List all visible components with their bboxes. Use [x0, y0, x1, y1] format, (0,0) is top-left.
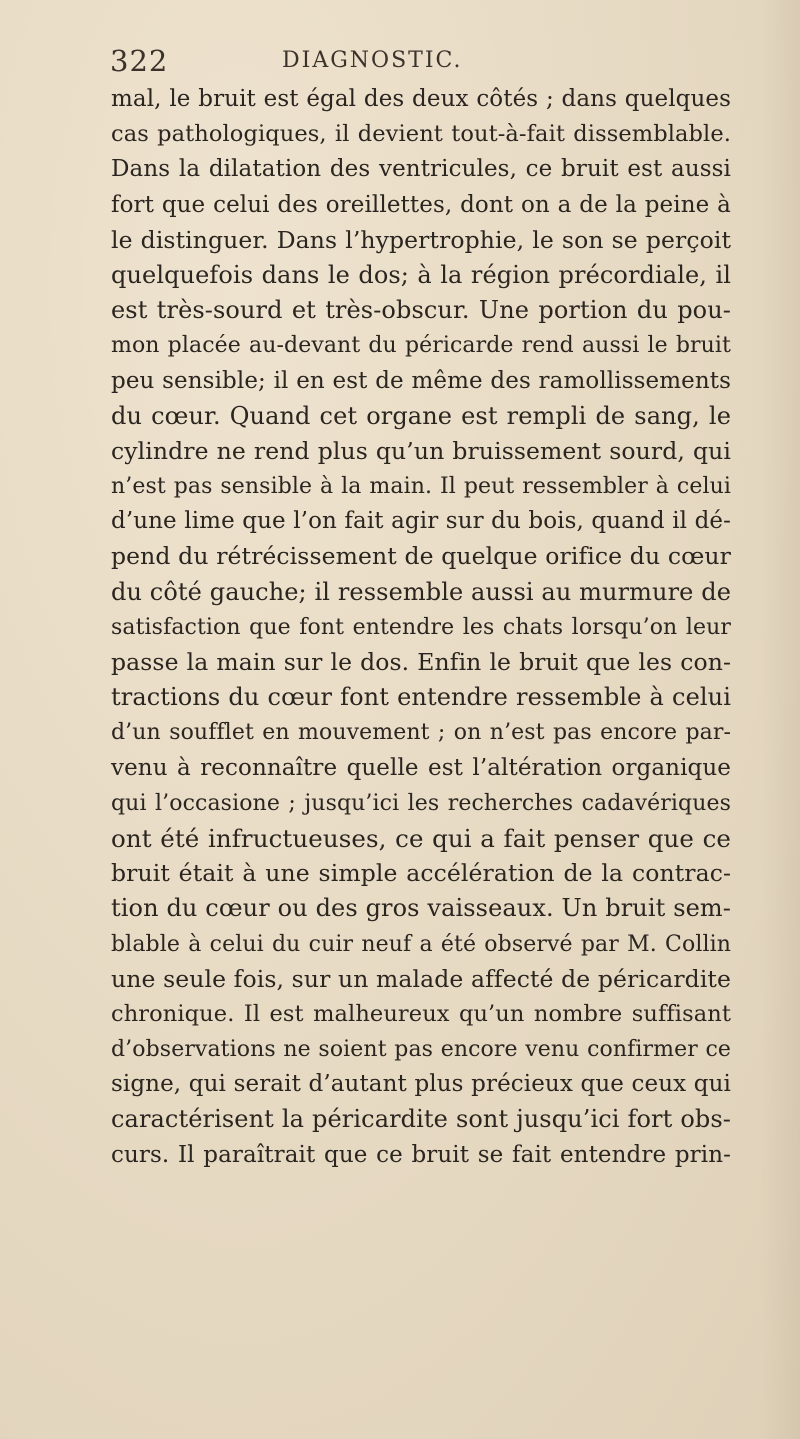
- text-line: tion du cœur ou des gros vaisseaux. Un bruit sem-: [111, 894, 731, 923]
- running-title: DIAGNOSTIC.: [282, 48, 463, 73]
- page-number: 322: [110, 44, 169, 78]
- text-line: mal, le bruit est égal des deux côtés ; dans quelques: [111, 86, 731, 112]
- text-line: blable à celui du cuir neuf a été observé par M. Collin: [111, 931, 731, 957]
- text-line: Dans la dilatation des ventricules, ce bruit est aussi: [111, 156, 731, 183]
- text-line: mon placée au-devant du péricarde rend aussi le bruit: [111, 333, 731, 359]
- text-line: bruit était à une simple accélération de la contrac-: [111, 859, 731, 888]
- body-text: [111, 82, 731, 1173]
- text-line: cas pathologiques, il devient tout-à-fait dissemblable.: [111, 121, 731, 148]
- text-line: caractérisent la péricardite sont jusqu’ici fort obs-: [111, 1105, 731, 1134]
- text-line: curs. Il paraîtrait que ce bruit se fait entendre prin-: [111, 1141, 731, 1168]
- text-line: une seule fois, sur un malade affecté de péricardite: [111, 964, 731, 993]
- text-line: le distinguer. Dans l’hypertrophie, le son se perçoit: [111, 225, 731, 254]
- text-line: tractions du cœur font entendre ressemble à celui: [111, 683, 731, 712]
- text-line: d’un soufflet en mouvement ; on n’est pas encore par-: [111, 720, 731, 746]
- text-line: quelquefois dans le dos; à la région précordiale, il: [111, 260, 731, 289]
- text-line: qui l’occasione ; jusqu’ici les recherches cadavériques: [111, 790, 731, 816]
- text-line: peu sensible; il en est de même des ramollissements: [111, 367, 731, 394]
- page-edge-shadow: [760, 0, 800, 1439]
- text-line: d’une lime que l’on fait agir sur du bois, quand il dé-: [111, 508, 731, 535]
- text-line: du cœur. Quand cet organe est rempli de sang, le: [111, 401, 731, 430]
- text-line: cylindre ne rend plus qu’un bruissement sourd, qui: [111, 436, 731, 465]
- text-line: venu à reconnaître quelle est l’altération organique: [111, 754, 731, 781]
- text-line: est très-sourd et très-obscur. Une portion du pou-: [111, 296, 731, 325]
- text-line: ont été infructueuses, ce qui a fait penser que ce: [111, 823, 731, 853]
- text-line: d’observations ne soient pas encore venu confirmer ce: [111, 1037, 731, 1063]
- text-line: passe la main sur le dos. Enfin le bruit que les con-: [111, 648, 731, 676]
- text-line: chronique. Il est malheureux qu’un nombre suffisant: [111, 1000, 731, 1027]
- text-line: signe, qui serait d’autant plus précieux que ceux qui: [111, 1071, 731, 1098]
- text-line: satisfaction que font entendre les chats lorsqu’on leur: [111, 614, 731, 640]
- text-line: n’est pas sensible à la main. Il peut ressembler à celui: [111, 474, 731, 500]
- text-line: du côté gauche; il ressemble aussi au murmure de: [111, 577, 731, 606]
- text-line: fort que celui des oreillettes, dont on a de la peine à: [111, 191, 731, 218]
- running-head: [110, 44, 670, 78]
- text-line: pend du rétrécissement de quelque orifice du cœur: [111, 542, 731, 571]
